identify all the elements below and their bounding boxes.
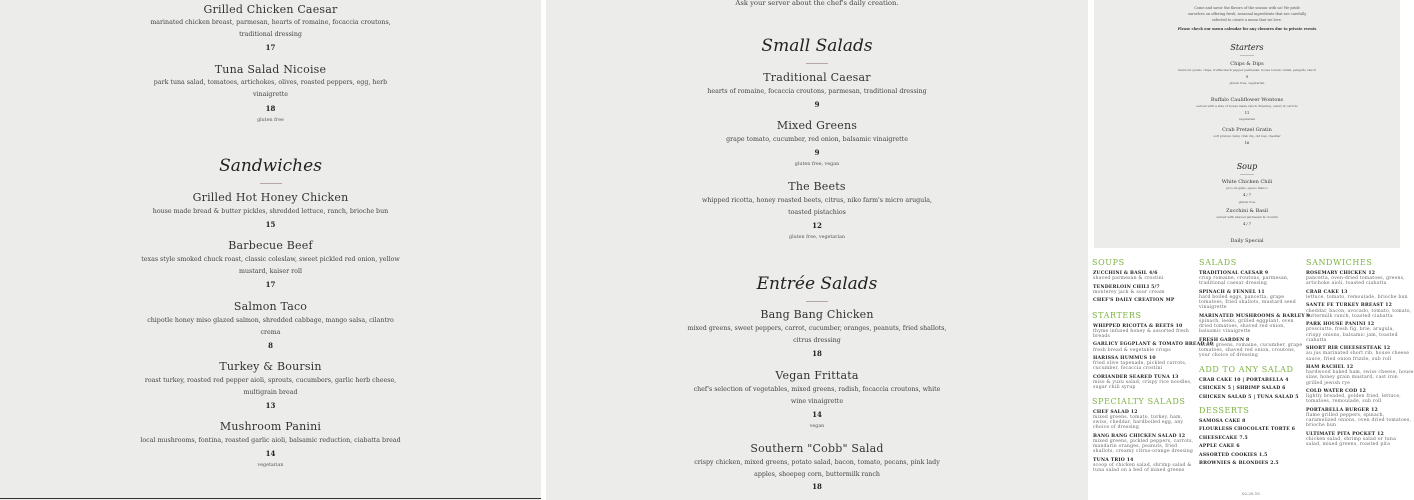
section-heading: STARTERS [1092,310,1142,320]
menu-item-name: Bang Bang Chicken [760,308,874,321]
menu-item-price: 4 / 7 [1243,193,1251,197]
menu-item-name: ASSORTED COOKIES 1.5 [1199,452,1268,458]
menu-item-name: ULTIMATE PITA POCKET 12 [1306,431,1384,437]
section-title: Entrée Salads [756,274,878,294]
menu-item-description: house made bread & butter pickles, shredded lettuce, ranch, brioche bun [152,208,389,215]
menu-item-description: tomatoes, remoulade, sub roll [1306,399,1382,405]
menu-item-description: sugar chili syrup [1093,385,1136,391]
menu-item-description: ciabatta [1306,337,1327,343]
menu-item-name: Grilled Chicken Caesar [203,3,338,16]
menu-item-description: mixed greens, tomato, turkey, ham, [1093,414,1183,420]
menu-item-name: Barbecue Beef [228,239,313,252]
menu-item-note: gluten free, vegan [794,162,840,167]
menu-item-description: traditional caesar dressing [1199,281,1268,287]
menu-item-description: soft pretzel, lump crab dip, old bay, cheddar [1213,134,1281,138]
menu-item-description: crispy chicken, mixed greens, potato salad, bacon, tomato, pecans, pink lady apples, shoepeg corn, buttermilk ranch [694,459,940,478]
menu-item-name: MARINATED MUSHROOMS & BARLEY 9 [1199,313,1311,319]
menu-item-name: COLD WATER COD 12 [1306,389,1367,394]
menu-item-name: Mixed Greens [776,119,858,132]
menu-item-price: 8 [268,341,273,350]
menu-item-name: CRAB CAKE 13 [1306,289,1348,295]
menu-item-description: fried olive tapenade, pickled carrots, [1093,361,1187,367]
menu-item-name: CORIANDER SEARED TUNA 13 [1093,374,1179,380]
menu-item [1199,427,1295,432]
menu-item-description: your choice of dressing [1199,353,1258,359]
menu-item [1306,389,1401,405]
menu-item-name: BROWNIES & BLONDIES 2.5 [1199,461,1279,466]
menu-item-name: Daily Special [1230,238,1264,244]
menu-item [1199,378,1289,383]
section-rule [1240,55,1254,56]
menu-item-price: 12 [812,221,822,230]
menu-item-price: 17 [265,280,276,289]
menu-item-description: brioche bun [1306,423,1337,429]
menu-item-description: scoop of chicken salad, shrimp salad & [1093,462,1192,468]
menu-item-description: marinated chicken breast, parmesan, hearts of romaine, focaccia croutons, traditional dressing [150,19,391,38]
menu-item [1306,290,1408,300]
menu-panel-middle [546,0,1088,500]
menu-item-price: 18 [812,349,822,358]
menu-item-name: SANTE FE TURKEY BREAST 12 [1306,303,1393,309]
menu-item-note: gluten free, vegetarian [789,235,845,240]
menu-item-description: hearts of romaine, focaccia croutons, parmesan, traditional dressing [707,88,927,95]
menu-item-note: vegetarian [257,463,284,468]
menu-item-name: The Beets [788,180,846,193]
menu-item-name: BANG BANG CHICKEN SALAD 12 [1093,433,1186,439]
menu-item-description: cheddar, bacon, avocado, tomato, tomato, [1306,308,1412,314]
menu-item-description: miso & yuzu salad, crispy rice noodles, [1093,380,1192,385]
section-title: Starters [1230,43,1264,52]
menu-item-description: crispy onions, balsamic jam, toasted [1306,332,1398,338]
menu-item-description: mandarin oranges, peanuts, fried [1093,444,1178,449]
menu-item-name: SHORT RIB CHEESESTEAK 12 [1306,346,1391,352]
section-title: Soup [1236,162,1258,171]
menu-item [1306,432,1396,448]
menu-item-price: 4 / 7 [1243,222,1251,226]
menu-item-description: hardwood baked ham, swiss cheese, house [1306,370,1414,376]
menu-item-name: Mushroom Panini [219,420,322,433]
menu-item-description: mixed greens, sweet peppers, carrot, cucumber, oranges, peanuts, fried shallots, citrus dressing [687,325,947,344]
menu-item [1306,303,1411,319]
menu-item-name: Buffalo Cauliflower Wontons [1210,97,1284,103]
menu-item [1093,356,1187,372]
menu-item-name: CHICKEN 5 | SHRIMP SALAD 6 [1199,386,1286,392]
menu-item-name: Traditional Caesar [763,71,871,84]
menu-item-description: served with shaved parmesan & crostini [1216,215,1278,219]
menu-item [1093,410,1183,431]
menu-item-name: CHEESECAKE 7.5 [1199,435,1248,441]
menu-item [1199,453,1268,458]
menu-item-description: slaw, honey grain mustard, cast iron [1306,375,1398,381]
panel-bottom-rule [0,498,541,499]
menu-item-name: TUNA TRIO 14 [1093,457,1134,463]
menu-item-description: crisp romaine, croutons, parmesan, [1199,276,1289,282]
menu-item-description: tomatoes, fried shallots, mustard seed [1199,300,1296,306]
section-heading: DESSERTS [1199,406,1250,415]
menu-item [1093,458,1192,474]
menu-item-description: lettuce, tomato, remoulade, brioche bun [1306,295,1408,300]
menu-item-price: 15 [265,220,276,229]
menu-item-price: 9 [814,148,820,157]
menu-item [1199,271,1289,287]
menu-item-name: FRESH GARDEN 8 [1199,337,1250,343]
menu-item-description: artichoke aioli, toasted ciabatta [1306,281,1387,287]
menu-item [1199,314,1310,335]
menu-item-price: 18 [812,482,822,491]
menu-item-name: GARLICY EGGPLANT & TOMATO BREAD 10 [1093,342,1214,348]
menu-item-note: vegetarian [1238,117,1256,121]
menu-item-description: served with a side of house made ranch dressing, celery & carrots [1196,104,1298,108]
menu-item-description: pico de gallo, queso blanco [1226,186,1268,190]
menu-item-description: chef's selection of vegetables, mixed greens, radish, focaccia croutons, white wine vinaigrette [693,386,941,405]
menu-item-name: HARISSA HUMMUS 10 [1093,356,1156,361]
menu-item-description: lightly breaded, golden fried, lettuce, [1306,394,1401,400]
allergy-note: Please check our menu calendar for any closures due to private events [1177,27,1317,31]
menu-item-name: ZUCCHINI & BASIL 4/6 [1093,271,1158,276]
menu-item-description: shaved parmesan & crostini [1093,276,1164,282]
menu-item-description: local mushrooms, fontina, roasted garlic aioli, balsamic reduction, ciabatta bread [140,437,401,444]
menu-item-name: SPINACH & FENNEL 11 [1199,289,1265,295]
menu-item-description: texas style smoked chuck roast, classic coleslaw, sweet pickled red onion, yellow mustard, kaiser roll [141,256,400,275]
menu-item-price: 18 [265,104,276,113]
menu-item-price: 14 [265,449,276,458]
menu-panel-small [1094,0,1400,248]
menu-item-description: caramelized onions, oven dried tomatoes, [1306,418,1412,424]
menu-item-name: Vegan Frittata [775,369,859,382]
menu-item-description: salad, mixed greens, roasted pita [1306,442,1391,448]
menu-item [1093,298,1175,303]
menu-item [1199,395,1299,400]
menu-item [1093,285,1165,295]
menu-item-name: Grilled Hot Honey Chicken [192,191,349,204]
section-title: Small Salads [761,36,873,56]
menu-item-name: Crab Pretzel Gratin [1222,127,1272,133]
menu-item-description: swiss, cheddar, hardboiled egg, any [1093,420,1184,425]
menu-item-name: Tuna Salad Nicoise [214,63,327,76]
menu-item-description: grape tomato, cucumber, red onion, balsamic vinaigrette [726,136,908,143]
menu-item-name: Chips & Dips [1230,61,1264,67]
menu-item-description: balsamic vinaigrette [1199,329,1251,335]
menu-item [1199,461,1279,466]
menu-item-description: thyme infused honey & assorted fresh [1093,328,1190,334]
menu-item-description: cucumber, focaccia crostini [1093,366,1163,372]
menu-item-description: park tuna salad, tomatoes, artichokes, olives, roasted peppers, egg, herb vinaigrette [153,79,388,98]
menu-item-name: White Chicken Chili [1221,179,1273,185]
menu-item [1093,375,1192,391]
menu-item-description: fresh bread & vegetable crisps [1093,347,1171,353]
menu-item-note: gluten free [257,118,284,123]
menu-item-description: chipotle honey miso glazed salmon, shredded cabbage, mango salsa, cilantro crema [147,317,394,336]
section-heading: SALADS [1199,258,1237,267]
menu-item-description: prosciutto, fresh fig, brie, arugula, [1306,327,1395,333]
menu-item [1093,434,1193,455]
menu-item-description: sauce, fried onion frizzle, sub roll [1306,356,1392,362]
menu-item-name: Zucchini & Basil [1226,208,1268,214]
menu-item-note: gluten free, vegetarian [1229,81,1265,85]
section-title: Sandwiches [219,156,322,176]
section-heading: SPECIALTY SALADS [1092,396,1186,406]
menu-item-description: hand-cut potato chips, truffle black pepper parmesan, house tomato relish, jalapeño ranch [1178,68,1316,72]
menu-item-price: 16 [1244,141,1250,145]
menu-item [1199,436,1248,441]
menu-item-description: flame grilled peppers, spinach, [1306,413,1385,418]
menu-item [1199,444,1240,449]
menu-item-name: CHEF SALAD 12 [1093,409,1138,415]
menu-item-name: PORTABELLA BURGER 12 [1306,407,1378,413]
section-rule [260,183,282,184]
menu-item [1306,408,1411,429]
menu-item-description: monterey jack & sour cream [1093,289,1165,295]
intro-text: Come and savor the flavors of the season with us! We pride ourselves on offering fresh, seasonal ingredients that are carefully selected to create a menu that we love. [1187,6,1307,22]
menu-item-name: WHIPPED RICOTTA & BEETS 10 [1093,323,1183,329]
menu-item-name: TRADITIONAL CAESAR 9 [1199,271,1269,276]
menu-item-name: PARK HOUSE PANINI 12 [1306,322,1375,328]
section-heading: SOUPS [1092,258,1125,267]
menu-item-name: CRAB CAKE 10 | PORTABELLA 4 [1199,377,1289,383]
menu-item-description: breads [1093,334,1111,339]
menu-item [1306,365,1414,386]
menu-item-description: pancetta, oven-dried tomatoes, greens, [1306,276,1405,282]
section-heading: SANDWICHES [1306,258,1373,267]
top-line: Ask your server about the chef's daily creation. [735,0,899,7]
menu-item-description: shallots, creamy citrus-orange dressing [1093,449,1193,455]
menu-item-description: mixed greens, romaine, cucumber, grape [1199,343,1303,348]
menu-item-price: 11 [1244,111,1250,115]
menu-item-name: TENDERLOIN CHILI 5/7 [1093,284,1160,290]
menu-item [1306,271,1405,287]
menu-item-description: chicken salad, shrimp salad or tuna [1306,437,1397,442]
menu-item [1306,322,1398,343]
menu-item-name: APPLE CAKE 6 [1199,444,1240,450]
menu-item-description: spinach, leeks, grilled eggplant, oven [1199,319,1294,324]
menu-item-price: 9 [814,100,820,109]
menu-item-name: Salmon Taco [233,300,308,313]
menu-item-price: 14 [812,410,822,419]
menu-item-description: roast turkey, roasted red pepper aioli, sprouts, cucumbers, garlic herb cheese, multigrain bread [144,377,397,396]
menu-item-name: FLOURLESS CHOCOLATE TORTE 6 [1199,427,1296,433]
section-rule [806,63,828,64]
menu-item-name: Turkey & Boursin [219,360,322,373]
menu-item-name: Southern "Cobb" Salad [750,442,884,455]
menu-item-description: tuna salad on a bed of mixed greens [1093,468,1185,473]
menu-item-name: SAMOSA CAKE 8 [1199,419,1246,424]
menu-item [1199,338,1302,359]
menu-item-name: CHEF'S DAILY CREATION MP [1093,298,1175,304]
menu-item-description: whipped ricotta, honey roasted beets, citrus, niko farm's micro arugula, toasted pistachios [701,197,933,216]
menu-item-name: ROSEMARY CHICKEN 12 [1306,271,1376,276]
menu-panel-left [0,0,541,500]
menu-item-description: choice of dressing [1093,425,1139,431]
menu-item-description: vinaigrette [1199,305,1227,311]
menu-item-description: tomatoes, shaved red onion, croutons, [1199,348,1296,354]
menu-item-description: au jus marinated short rib, house cheese [1306,351,1410,357]
menu-item-description: grilled jewish rye [1306,380,1351,386]
menu-item [1306,346,1409,362]
menu-item-note: gluten free [1238,200,1256,204]
section-rule [1240,174,1254,175]
menu-date: 02.20.15 [1242,491,1260,496]
menu-item-description: mixed greens, pickled peppers, carrots, [1093,438,1194,444]
menu-item [1093,271,1164,281]
menu-item-price: 17 [265,43,276,52]
menu-item-description: dried tomatoes, shaved red onion, [1199,324,1286,330]
menu-item [1199,290,1296,311]
menu-panel-green [1090,249,1414,500]
menu-item-name: HAM RACHEL 12 [1306,365,1354,370]
menu-item-description: hard boiled eggs, pancetta, grape [1199,295,1285,300]
menu-item-name: CHICKEN SALAD 5 | TUNA SALAD 5 [1199,394,1299,400]
menu-item-price: 13 [265,401,276,410]
menu-item [1093,342,1213,352]
menu-item [1199,386,1286,391]
menu-item-price: 9 [1245,75,1249,79]
menu-item-description: buttermilk ranch, toasted ciabatta [1306,313,1393,319]
menu-item-note: vegan [809,424,825,429]
section-heading: ADD TO ANY SALAD [1199,364,1294,374]
menu-item [1199,419,1246,424]
menu-item [1093,324,1189,340]
section-rule [806,301,828,302]
